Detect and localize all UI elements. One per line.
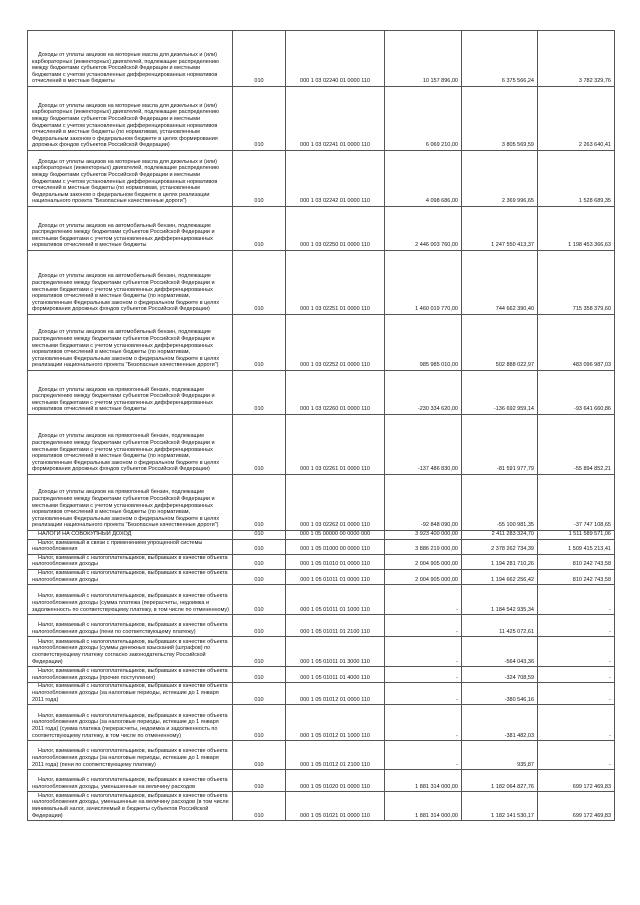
row-executed-cell: 1 247 550 413,37 [462, 207, 538, 251]
row-unexecuted-cell: - [538, 667, 615, 683]
row-executed-cell: 2 369 996,65 [462, 151, 538, 207]
row-executed-cell: -564 043,36 [462, 637, 538, 667]
row-unexecuted-cell: - [538, 585, 615, 615]
row-approved-cell: - [385, 615, 462, 637]
row-executed-cell: -381 482,03 [462, 705, 538, 741]
row-code-cell: 010 [233, 31, 286, 87]
row-executed-cell: 744 662 390,40 [462, 251, 538, 315]
row-unexecuted-cell: -37 747 108,65 [538, 475, 615, 531]
row-approved-cell: 6 069 210,00 [385, 87, 462, 151]
row-executed-cell: -380 546,16 [462, 683, 538, 705]
row-executed-cell: 1 184 542 935,34 [462, 585, 538, 615]
row-approved-cell: 4 098 686,00 [385, 151, 462, 207]
row-unexecuted-cell: - [538, 615, 615, 637]
row-executed-cell: 502 888 022,97 [462, 315, 538, 371]
row-executed-cell: 1 194 662 256,42 [462, 569, 538, 584]
row-unexecuted-cell: 1 528 689,35 [538, 151, 615, 207]
row-approved-cell: 1 881 314 000,00 [385, 770, 462, 792]
table-row [28, 539, 615, 554]
row-kbk-cell: 000 1 03 02260 01 0000 110 [286, 371, 385, 415]
row-kbk-cell: 000 1 05 00000 00 0000 000 [286, 531, 385, 540]
row-name-cell: Налог, взимаемый с налогоплательщиков, выбравших в качестве объекта налогообложения доходы (прочие поступления) [28, 667, 233, 683]
row-name-cell: Налог, взимаемый с налогоплательщиков, выбравших в качестве объекта налогообложения доходы (за налоговые периоды, истекшие до 1 января 2011 года) (сумма платежа (перерасчеты, недоимка и задолженность по соответствующему платежу, в том числе по отмененному) [28, 705, 233, 741]
table-row [28, 554, 615, 569]
row-executed-cell: 935,87 [462, 741, 538, 770]
table-row [28, 371, 615, 415]
row-name-cell: Налог, взимаемый с налогоплательщиков, выбравших в качестве объекта налогообложения доходы [28, 554, 233, 569]
row-name-cell: Налог, взимаемый с налогоплательщиков, выбравших в качестве объекта налогообложения доходы (суммы денежных взысканий (штрафов) по соответствующему платежу согласно законодательству Российской Федерации) [28, 637, 233, 667]
row-approved-cell: 3 886 219 000,00 [385, 539, 462, 554]
row-approved-cell: -230 334 620,00 [385, 371, 462, 415]
row-code-cell: 010 [233, 741, 286, 770]
row-executed-cell: 1 182 064 827,76 [462, 770, 538, 792]
row-unexecuted-cell: 3 782 329,76 [538, 31, 615, 87]
row-approved-cell: - [385, 705, 462, 741]
row-code-cell: 010 [233, 539, 286, 554]
table-row [28, 31, 615, 87]
row-kbk-cell: 000 1 03 02242 01 0000 110 [286, 151, 385, 207]
row-unexecuted-cell: 699 172 469,83 [538, 770, 615, 792]
row-unexecuted-cell: 1 511 589 571,06 [538, 531, 615, 540]
row-code-cell: 010 [233, 207, 286, 251]
row-unexecuted-cell: 1 198 453 366,63 [538, 207, 615, 251]
row-unexecuted-cell: -93 641 660,86 [538, 371, 615, 415]
row-approved-cell: 1 881 314 000,00 [385, 792, 462, 821]
row-name-cell: Налог, взимаемый с налогоплательщиков, выбравших в качестве объекта налогообложения доходы [28, 569, 233, 584]
report-body [28, 31, 615, 821]
row-kbk-cell: 000 1 05 01020 01 0000 110 [286, 770, 385, 792]
row-name-cell: НАЛОГИ НА СОВОКУПНЫЙ ДОХОД [28, 531, 233, 540]
row-kbk-cell: 000 1 05 01012 01 0000 110 [286, 683, 385, 705]
row-code-cell: 010 [233, 87, 286, 151]
row-kbk-cell: 000 1 05 01010 01 0000 110 [286, 554, 385, 569]
row-code-cell: 010 [233, 251, 286, 315]
row-kbk-cell: 000 1 05 01012 01 1000 110 [286, 705, 385, 741]
row-approved-cell: 3 923 400 000,00 [385, 531, 462, 540]
row-kbk-cell: 000 1 03 02241 01 0000 110 [286, 87, 385, 151]
row-kbk-cell: 000 1 05 01012 01 2100 110 [286, 741, 385, 770]
row-approved-cell: - [385, 585, 462, 615]
row-kbk-cell: 000 1 03 02251 01 0000 110 [286, 251, 385, 315]
row-code-cell: 010 [233, 770, 286, 792]
table-row [28, 415, 615, 475]
row-code-cell: 010 [233, 705, 286, 741]
row-unexecuted-cell: - [538, 705, 615, 741]
row-code-cell: 010 [233, 151, 286, 207]
row-unexecuted-cell: 810 242 743,58 [538, 569, 615, 584]
row-kbk-cell: 000 1 05 01011 01 2100 110 [286, 615, 385, 637]
table-row [28, 667, 615, 683]
row-kbk-cell: 000 1 03 02261 01 0000 110 [286, 415, 385, 475]
table-row [28, 531, 615, 540]
row-approved-cell: - [385, 683, 462, 705]
row-unexecuted-cell: 2 263 640,41 [538, 87, 615, 151]
row-executed-cell: 6 375 566,24 [462, 31, 538, 87]
row-name-cell: Налог, взимаемый с налогоплательщиков, выбравших в качестве объекта налогообложения доходы, уменьшенные на величину расходов (в том числе минимальный налог, зачисляемый в бюджеты субъектов Российской Федерации) [28, 792, 233, 821]
table-row [28, 207, 615, 251]
table-row [28, 569, 615, 584]
row-executed-cell: 2 378 262 734,39 [462, 539, 538, 554]
row-code-cell: 010 [233, 585, 286, 615]
table-row [28, 615, 615, 637]
row-name-cell: Доходы от уплаты акцизов на моторные масла для дизельных и (или) карбюраторных (инжекторных) двигателей, подлежащие распределению между бюджетами субъектов Российской Федерации и местными бюджетами с учетом установленных дифференцированных нормативов отчислений в местные бюджеты (по нормативам, установленным Федеральным законом о федеральном бюджете в целях реализации национального проекта "Безопасные качественные дороги") [28, 151, 233, 207]
table-row [28, 637, 615, 667]
row-kbk-cell: 000 1 05 01011 01 4000 110 [286, 667, 385, 683]
row-kbk-cell: 000 1 03 02240 01 0000 110 [286, 31, 385, 87]
row-executed-cell: 3 805 569,59 [462, 87, 538, 151]
row-unexecuted-cell: -55 894 852,21 [538, 415, 615, 475]
row-approved-cell: -137 486 830,00 [385, 415, 462, 475]
row-kbk-cell: 000 1 05 01011 01 0000 110 [286, 569, 385, 584]
row-code-cell: 010 [233, 315, 286, 371]
table-row [28, 87, 615, 151]
row-executed-cell: -55 100 981,35 [462, 475, 538, 531]
row-code-cell: 010 [233, 615, 286, 637]
table-row [28, 705, 615, 741]
income-report-table [27, 30, 615, 821]
row-unexecuted-cell: 483 096 987,03 [538, 315, 615, 371]
table-row [28, 315, 615, 371]
row-unexecuted-cell: 1 509 415 213,41 [538, 539, 615, 554]
table-row [28, 770, 615, 792]
row-code-cell: 010 [233, 792, 286, 821]
row-executed-cell: 1 194 281 710,26 [462, 554, 538, 569]
table-row [28, 475, 615, 531]
table-row [28, 585, 615, 615]
row-name-cell: Налог, взимаемый с налогоплательщиков, выбравших в качестве объекта налогообложения доходы, уменьшенные на величину расходов [28, 770, 233, 792]
table-row [28, 741, 615, 770]
row-approved-cell: - [385, 667, 462, 683]
row-name-cell: Доходы от уплаты акцизов на автомобильный бензин, подлежащие распределению между бюджетами субъектов Российской Федерации и местными бюджетами с учетом установленных дифференцированных нормативов отчислений в местные бюджеты (по нормативам, установленным Федеральным законом о федеральном бюджете в целях реализации национального проекта "Безопасные качественные дороги") [28, 315, 233, 371]
row-approved-cell: 10 157 896,00 [385, 31, 462, 87]
row-code-cell: 010 [233, 415, 286, 475]
row-approved-cell: 2 004 905 000,00 [385, 554, 462, 569]
row-code-cell: 010 [233, 569, 286, 584]
row-executed-cell: 2 411 283 324,70 [462, 531, 538, 540]
row-name-cell: Доходы от уплаты акцизов на прямогонный бензин, подлежащие распределению между бюджетами субъектов Российской Федерации и местными бюджетами с учетом установленных дифференцированных нормативов отчислений в местные бюджеты (по нормативам, установленным Федеральным законом о федеральном бюджете в целях реализации национального проекта "Безопасные качественные дороги") [28, 475, 233, 531]
row-name-cell: Доходы от уплаты акцизов на моторные масла для дизельных и (или) карбюраторных (инжекторных) двигателей, подлежащие распределению между бюджетами субъектов Российской Федерации и местными бюджетами с учетом установленных дифференцированных нормативов отчислений в местные бюджеты [28, 31, 233, 87]
row-code-cell: 010 [233, 554, 286, 569]
row-code-cell: 010 [233, 475, 286, 531]
row-approved-cell: 985 985 010,00 [385, 315, 462, 371]
row-name-cell: Налог, взимаемый в связи с применением упрощенной системы налогообложения [28, 539, 233, 554]
row-name-cell: Доходы от уплаты акцизов на прямогонный бензин, подлежащие распределению между бюджетами субъектов Российской Федерации и местными бюджетами с учетом установленных дифференцированных нормативов отчислений в местные бюджеты [28, 371, 233, 415]
row-code-cell: 010 [233, 683, 286, 705]
row-unexecuted-cell: 699 172 469,83 [538, 792, 615, 821]
row-kbk-cell: 000 1 05 01011 01 3000 110 [286, 637, 385, 667]
row-kbk-cell: 000 1 03 02250 01 0000 110 [286, 207, 385, 251]
row-name-cell: Доходы от уплаты акцизов на прямогонный бензин, подлежащие распределению между бюджетами субъектов Российской Федерации и местными бюджетами с учетом установленных дифференцированных нормативов отчислений в местные бюджеты (по нормативам, установленным Федеральным законом о федеральном бюджете в целях формирования дорожных фондов субъектов Российской Федерации) [28, 415, 233, 475]
row-approved-cell: - [385, 637, 462, 667]
row-executed-cell: 11 425 072,61 [462, 615, 538, 637]
row-name-cell: Доходы от уплаты акцизов на автомобильный бензин, подлежащие распределению между бюджетами субъектов Российской Федерации и местными бюджетами с учетом установленных дифференцированных нормативов отчислений в местные бюджеты (по нормативам, установленным Федеральным законом о федеральном бюджете в целях формирования дорожных фондов субъектов Российской Федерации) [28, 251, 233, 315]
row-unexecuted-cell: 810 242 743,58 [538, 554, 615, 569]
row-code-cell: 010 [233, 371, 286, 415]
table-row [28, 151, 615, 207]
row-kbk-cell: 000 1 05 01000 00 0000 110 [286, 539, 385, 554]
row-executed-cell: -136 692 959,14 [462, 371, 538, 415]
row-name-cell: Налог, взимаемый с налогоплательщиков, выбравших в качестве объекта налогообложения доходы (за налоговые периоды, истекшие до 1 января 2011 года) [28, 683, 233, 705]
row-unexecuted-cell: - [538, 683, 615, 705]
row-approved-cell: 1 460 019 770,00 [385, 251, 462, 315]
row-executed-cell: -81 591 977,79 [462, 415, 538, 475]
row-approved-cell: -92 848 090,00 [385, 475, 462, 531]
row-executed-cell: 1 182 141 530,17 [462, 792, 538, 821]
row-code-cell: 010 [233, 667, 286, 683]
row-approved-cell: 2 446 003 760,00 [385, 207, 462, 251]
table-row [28, 251, 615, 315]
row-code-cell: 010 [233, 637, 286, 667]
row-executed-cell: -324 708,59 [462, 667, 538, 683]
row-approved-cell: 2 004 905 000,00 [385, 569, 462, 584]
row-name-cell: Доходы от уплаты акцизов на моторные масла для дизельных и (или) карбюраторных (инжекторных) двигателей, подлежащие распределению между бюджетами субъектов Российской Федерации и местными бюджетами с учетом установленных дифференцированных нормативов отчислений в местные бюджеты (по нормативам, установленным Федеральным законом о федеральном бюджете в целях формирования дорожных фондов субъектов Российской Федерации) [28, 87, 233, 151]
row-unexecuted-cell: - [538, 741, 615, 770]
row-unexecuted-cell: 715 358 379,60 [538, 251, 615, 315]
row-name-cell: Доходы от уплаты акцизов на автомобильный бензин, подлежащие распределению между бюджетами субъектов Российской Федерации и местными бюджетами с учетом установленных дифференцированных нормативов отчислений в местные бюджеты [28, 207, 233, 251]
table-row [28, 683, 615, 705]
table-row [28, 792, 615, 821]
row-approved-cell: - [385, 741, 462, 770]
row-unexecuted-cell: - [538, 637, 615, 667]
row-name-cell: Налог, взимаемый с налогоплательщиков, выбравших в качестве объекта налогообложения доходы (за налоговые периоды, истекшие до 1 января 2011 года) (пени по соответствующему платежу) [28, 741, 233, 770]
row-name-cell: Налог, взимаемый с налогоплательщиков, выбравших в качестве объекта налогообложения доходы (пени по соответствующему платежу) [28, 615, 233, 637]
row-kbk-cell: 000 1 05 01021 01 0000 110 [286, 792, 385, 821]
row-kbk-cell: 000 1 05 01011 01 1000 110 [286, 585, 385, 615]
row-name-cell: Налог, взимаемый с налогоплательщиков, выбравших в качестве объекта налогообложения доходы (сумма платежа (перерасчеты, недоимка и задолженность по соответствующему платежу, в том числе по отмененному) [28, 585, 233, 615]
row-kbk-cell: 000 1 03 02252 01 0000 110 [286, 315, 385, 371]
row-kbk-cell: 000 1 03 02262 01 0000 110 [286, 475, 385, 531]
row-code-cell: 010 [233, 531, 286, 540]
